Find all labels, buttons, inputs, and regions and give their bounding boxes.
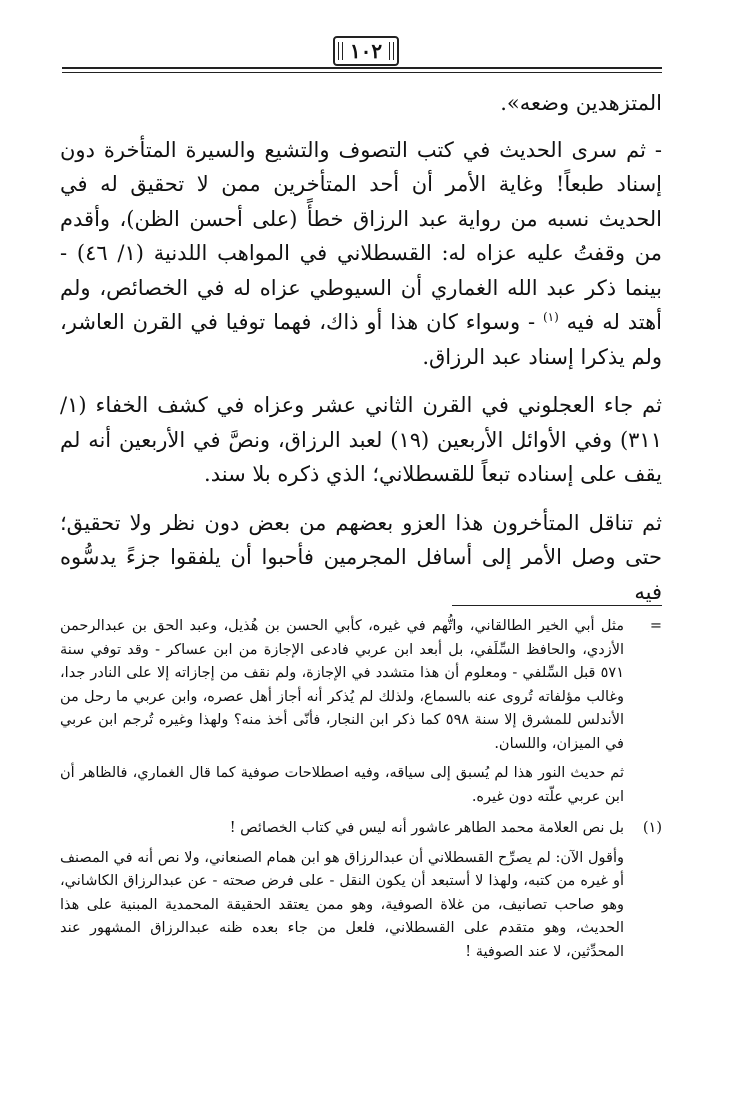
paragraph-2: [60, 133, 662, 375]
header-rule: [62, 67, 662, 69]
paragraph-2-body: - ثم سرى الحديث في كتب التصوف والتشيع والسيرة المتأخرة دون إسناد طبعاً! وغاية الأمر أن أحد المتأخرين ممن لا تحقيق له في الحديث نسبه من رواية عبد الرزاق خطأً (على أحسن الظن)، وأقدم من وقفتُ عليه عزاه له: القسطلاني في المواهب اللدنية (١/ ٤٦) - بينما ذكر عبد الله الغماري أن السيوطي عزاه له في الخصائص، ولم أهتد له فيه: [60, 137, 662, 334]
footnote-continuation-body: [60, 615, 624, 815]
footnote-1-paragraph: بل نص العلامة محمد الطاهر عاشور أنه ليس في كتاب الخصائص !: [229, 820, 624, 836]
footnote-continuation-paragraph: مثل أبي الخير الطالقاني، واتُّهم في غيره، كأبي الحسن بن هُذيل، وعبد الحق بن عبدالرحمن الأزدي، والحافظ السِّلَفي، بل أبعد ابن عربي فادعى الإجازة من ابن عساكر - وقد توفي سنة ٥٧١ قبل السِّلفي - ومعلوم أن هذا متشدد في الإجازة، ولم نقف من إجازاته إلا على النادر جدا، وغالب مؤلفاته تُروى عنه بالسماع، ولذلك لم يُذكر أنه أجاز أهل عصره، وابن عربي ما رحل من الأندلس للمشرق إلا سنة ٥٩٨ كما ذكر ابن النجار، فأنّى أخذ منه؟ ولهذا وغيره تُرجم ابن عربي في الميزان، واللسان.: [60, 618, 624, 752]
paragraph-3: ثم جاء العجلوني في القرن الثاني عشر وعزاه في كشف الخفاء (١/ ٣١١) وفي الأوائل الأربعين (١٩) لعبد الرزاق، ونصَّ في الأربعين أنه لم يقف على إسناده تبعاً للقسطلاني؛ الذي ذكره بلا سند.: [60, 393, 662, 486]
page-number: [333, 36, 399, 66]
header-rule-thin: [62, 72, 662, 73]
footnote-continuation-paragraph: ثم حديث النور هذا لم يُسبق إلى سياقه، وفيه اصطلاحات صوفية كما قال الغماري، فالظاهر أن ابن عربي علّته دون غيره.: [60, 765, 624, 805]
paragraph-4: ثم تناقل المتأخرون هذا العزو بعضهم من بعض دون نظر ولا تحقيق؛ حتى وصل الأمر إلى أسافل المجرمين فأحبوا أن يلفقوا جزءً يدسُّوه فيه: [60, 510, 662, 604]
footnote-continuation: [60, 615, 662, 815]
paragraph-1: المتزهدين وضعه».: [500, 91, 662, 115]
main-text: [60, 86, 662, 623]
footnote-continuation-marker: =: [649, 618, 662, 634]
footnote-1-body: [60, 817, 624, 970]
footnote-1-marker: (١): [642, 820, 662, 836]
footnote-1: [60, 817, 662, 970]
footnotes: [60, 615, 662, 972]
page-number-text: ١٠٢: [349, 39, 383, 63]
paragraph-2-tail: - وسواء كان هذا أو ذاك، فهما توفيا في القرن العاشر، ولم يذكرا إسناد عبد الرزاق.: [60, 310, 662, 369]
footnote-separator: [452, 605, 662, 606]
footnote-1-paragraph: وأقول الآن: لم يصرِّح القسطلاني أن عبدالرزاق هو ابن همام الصنعاني، ولا نص أنه في المصنف أو غيره من كتبه، ولهذا لا أستبعد أن يكون النقل - على فرض صحته - عن عبدالرزاق الكاشاني، وهو صاحب تصانيف، من غلاة الصوفية، وهو ممن يعتقد الحقيقة المحمدية المبنية على هذا الحديث، وهو متقدم على القسطلاني، فلعل من جاء بعده ظنه عبدالرزاق المشهور عند المحدِّثين، لا عند الصوفية !: [60, 849, 624, 960]
footnote-reference-1[interactable]: (١): [542, 310, 559, 324]
